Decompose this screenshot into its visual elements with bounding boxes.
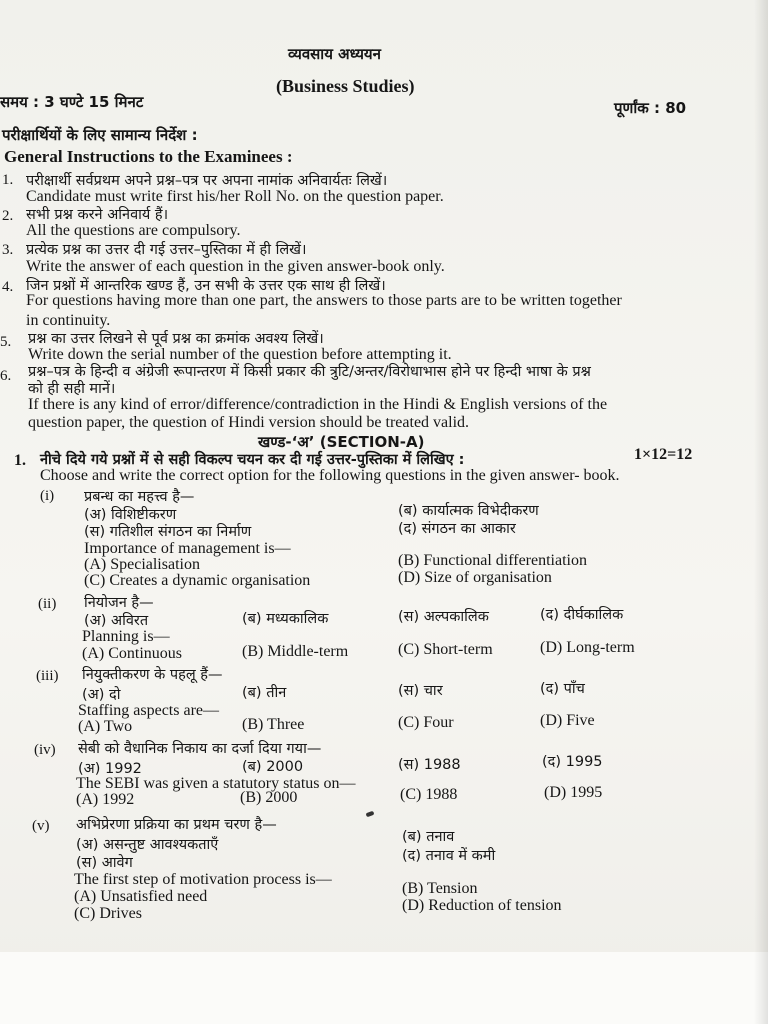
question-marks: 1×12=12 (634, 446, 693, 463)
option-english: (A) Unsatisfied need (74, 888, 208, 905)
sub-question-english: Importance of management is— (84, 540, 291, 557)
instruction-hindi: सभी प्रश्न करने अनिवार्य हैं। (26, 207, 169, 223)
sub-question-english: The SEBI was given a statutory status on— (76, 775, 356, 792)
instruction-hindi: जिन प्रश्नों में आन्तरिक खण्ड हैं, उन सभी के उत्तर एक साथ ही लिखें। (26, 278, 386, 294)
instruction-hindi: प्रत्येक प्रश्न का उत्तर दी गई उत्तर–पुस्तिका में ही लिखें। (26, 242, 307, 258)
instruction-number: 2. (2, 208, 14, 224)
sub-question-number: (iv) (34, 742, 56, 758)
option-english: (C) Four (398, 714, 454, 731)
option-english: (C) 1988 (400, 786, 458, 803)
instruction-number: 3. (2, 242, 14, 258)
option-hindi: (ब) मध्यकालिक (242, 611, 329, 627)
option-hindi: (अ) अविरत (84, 613, 149, 629)
instruction-hindi: प्रश्न–पत्र के हिन्दी व अंग्रेजी रूपान्तरण में किसी प्रकार की त्रुटि/अन्तर/विरोधाभास होने पर हिन्दी भाषा के प्रश्न (28, 364, 591, 380)
subject-title: (Business Studies) (276, 76, 415, 96)
sub-question-number: (i) (40, 488, 55, 504)
sub-question-hindi: प्रबन्ध का महत्त्व है— (84, 489, 195, 505)
question-english: Choose and write the correct option for the following questions in the given answer- book. (40, 467, 620, 484)
question-hindi: नीचे दिये गये प्रश्नों में से सही विकल्प चयन कर दी गई उत्तर-पुस्तिका में लिखिए : (40, 452, 465, 468)
instruction-english: Write down the serial number of the question before attempting it. (28, 346, 452, 363)
sub-question-hindi: नियोजन है— (84, 595, 154, 611)
option-english: (D) Five (540, 712, 595, 729)
option-hindi: (स) आवेग (76, 855, 133, 871)
section-title: खण्ड-‘अ’ (SECTION-A) (258, 433, 425, 451)
page-bottom-margin (0, 952, 768, 1024)
sub-question-number: (ii) (38, 596, 57, 612)
option-english: (A) 1992 (76, 791, 135, 808)
option-english: (C) Drives (74, 905, 142, 922)
sub-question-english: The first step of motivation process is— (74, 871, 332, 888)
option-english: (B) Tension (402, 880, 478, 897)
option-hindi: (अ) दो (82, 687, 121, 703)
option-hindi: (द) संगठन का आकार (398, 521, 516, 537)
option-english: (B) Functional differentiation (398, 552, 587, 569)
option-hindi: (स) गतिशील संगठन का निर्माण (84, 524, 252, 540)
option-english: (A) Specialisation (84, 556, 200, 573)
instruction-english: If there is any kind of error/difference/contradiction in the Hindi & English versions of the (28, 396, 608, 413)
instruction-number: 6. (0, 368, 12, 384)
sub-question-hindi: सेबी को वैधानिक निकाय का दर्जा दिया गया— (78, 741, 322, 757)
instruction-hindi: परीक्षार्थी सर्वप्रथम अपने प्रश्न–पत्र पर अपना नामांक अनिवार्यतः लिखें। (26, 173, 388, 189)
instruction-number: 4. (2, 279, 14, 295)
instruction-english: Candidate must write first his/her Roll No. on the question paper. (26, 188, 444, 205)
time-allowed: समय : 3 घण्टे 15 मिनट (0, 93, 144, 111)
max-marks: पूर्णांक : 80 (614, 99, 687, 117)
option-hindi: (अ) 1992 (78, 761, 142, 777)
option-hindi: (द) तनाव में कमी (402, 848, 496, 864)
option-hindi: (ब) तीन (242, 685, 287, 701)
option-english: (C) Creates a dynamic organisation (84, 572, 311, 589)
instructions-title-hindi: परीक्षार्थियों के लिए सामान्य निर्देश : (2, 126, 198, 144)
question-number: 1. (14, 452, 26, 469)
option-english: (D) Long-term (540, 639, 635, 656)
instruction-english: question paper, the question of Hindi version should be treated valid. (28, 414, 470, 431)
option-hindi: (अ) असन्तुष्ट आवश्यकताएँ (76, 837, 219, 853)
sub-question-english: Staffing aspects are— (78, 702, 219, 719)
ink-smudge (366, 811, 375, 817)
option-english: (B) 2000 (240, 789, 298, 806)
page-right-shadow (754, 0, 768, 1024)
option-hindi: (द) पाँच (540, 681, 585, 697)
option-english: (A) Two (78, 718, 133, 735)
instruction-english: Write the answer of each question in the given answer-book only. (26, 258, 445, 275)
instruction-number: 1. (2, 172, 14, 188)
option-english: (D) Reduction of tension (402, 897, 562, 914)
sub-question-hindi: अभिप्रेरणा प्रक्रिया का प्रथम चरण है— (76, 817, 277, 833)
instruction-hindi: को ही सही मानें। (28, 381, 116, 397)
instruction-english: For questions having more than one part, the answers to those parts are to be written together (26, 292, 622, 309)
option-english: (C) Short-term (398, 641, 493, 658)
option-english: (D) Size of organisation (398, 569, 552, 586)
sub-question-hindi: नियुक्तीकरण के पहलू हैं— (82, 667, 223, 683)
instruction-english: in continuity. (26, 312, 111, 329)
option-hindi: (ब) तनाव (402, 829, 455, 845)
cut-title: व्यवसाय अध्ययन (288, 45, 381, 63)
option-hindi: (स) 1988 (398, 757, 461, 773)
instruction-number: 5. (0, 334, 12, 350)
instruction-english: All the questions are compulsory. (26, 222, 241, 239)
option-hindi: (स) अल्पकालिक (398, 609, 489, 625)
option-hindi: (अ) विशिष्टीकरण (84, 507, 177, 523)
option-english: (B) Three (242, 716, 305, 733)
option-hindi: (द) दीर्घकालिक (540, 607, 624, 623)
option-hindi: (ब) कार्यात्मक विभेदीकरण (398, 503, 539, 519)
option-english: (A) Continuous (82, 645, 182, 662)
instruction-hindi: प्रश्न का उत्तर लिखने से पूर्व प्रश्न का क्रमांक अवश्य लिखें। (28, 331, 324, 347)
option-hindi: (द) 1995 (542, 754, 603, 770)
option-hindi: (स) चार (398, 683, 443, 699)
sub-question-number: (v) (32, 818, 50, 834)
option-hindi: (ब) 2000 (242, 759, 304, 775)
option-english: (B) Middle-term (242, 643, 349, 660)
instructions-title-english: General Instructions to the Examinees : (4, 147, 293, 166)
sub-question-english: Planning is— (82, 628, 170, 645)
sub-question-number: (iii) (36, 668, 59, 684)
option-english: (D) 1995 (544, 784, 603, 801)
